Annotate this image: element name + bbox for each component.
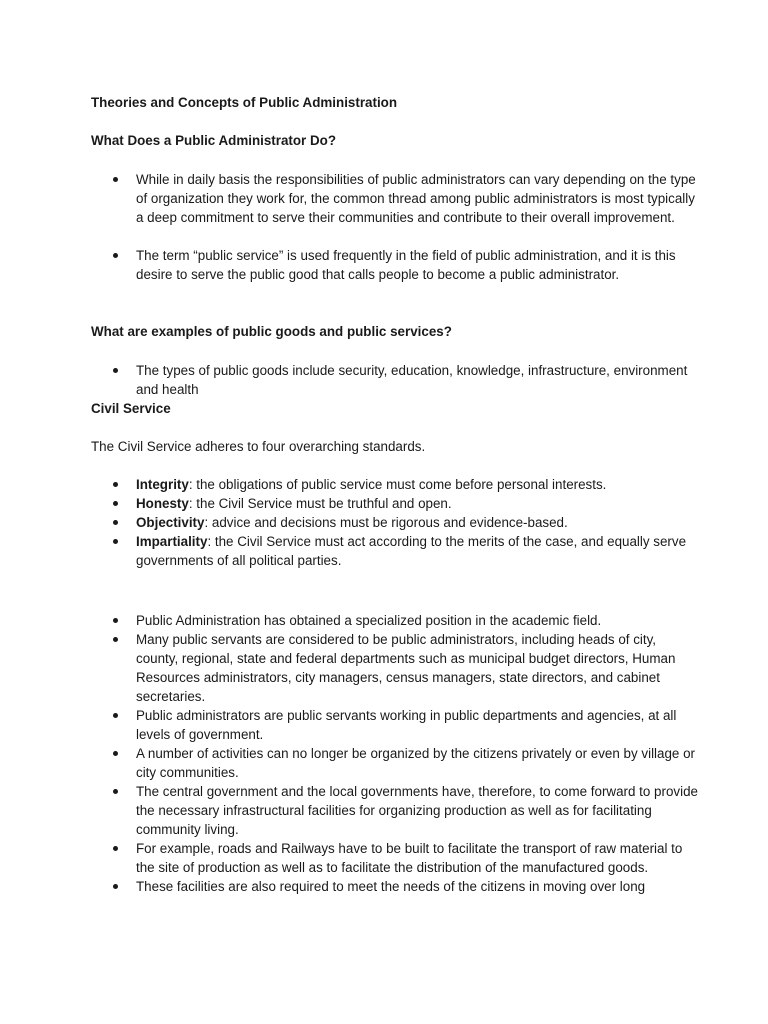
list-item: Public administrators are public servants working in public departments and agencies, at all levels of government. xyxy=(0,706,768,744)
list-item: The central government and the local governments have, therefore, to come forward to provide the necessary infrastructural facilities for organizing production as well as for facilitating community living. xyxy=(0,782,768,839)
bullet-icon xyxy=(113,368,118,373)
list-item: The types of public goods include security, education, knowledge, infrastructure, environment and health xyxy=(0,361,768,399)
bullet-icon xyxy=(113,618,118,623)
bullet-list-civil-service-standards xyxy=(0,475,768,570)
bullet-list-public-administration xyxy=(0,611,768,896)
bullet-icon xyxy=(113,501,118,506)
list-item: Public Administration has obtained a specialized position in the academic field. xyxy=(0,611,768,630)
bullet-list-public-goods xyxy=(0,361,768,399)
list-item: A number of activities can no longer be organized by the citizens privately or even by village or city communities. xyxy=(0,744,768,782)
bullet-icon xyxy=(113,177,118,182)
section-heading-public-goods: What are examples of public goods and public services? xyxy=(91,324,452,339)
list-item: Many public servants are considered to be public administrators, including heads of city, county, regional, state and federal departments such as municipal budget directors, Human Resources administrators, city managers, census managers, state directors, and cabinet secretaries. xyxy=(0,630,768,706)
section-heading-public-administrator: What Does a Public Administrator Do? xyxy=(91,133,337,148)
bullet-icon xyxy=(113,713,118,718)
list-item: Integrity: the obligations of public service must come before personal interests. xyxy=(0,475,768,494)
bullet-icon xyxy=(113,539,118,544)
bullet-icon xyxy=(113,884,118,889)
bullet-list-public-administrator xyxy=(0,170,768,284)
bullet-icon xyxy=(113,789,118,794)
bullet-icon xyxy=(113,751,118,756)
list-item: While in daily basis the responsibilities of public administrators can vary depending on the type of organization they work for, the common thread among public administrators is most typically a deep commitment to serve their communities and contribute to their overall improvement. xyxy=(0,170,768,227)
list-item: The term “public service” is used frequently in the field of public administration, and it is this desire to serve the public good that calls people to become a public administrator. xyxy=(0,246,768,284)
document-title: Theories and Concepts of Public Administration xyxy=(91,95,398,110)
bullet-icon xyxy=(113,482,118,487)
list-item: Objectivity: advice and decisions must be rigorous and evidence-based. xyxy=(0,513,768,532)
bullet-icon xyxy=(113,637,118,642)
bullet-icon xyxy=(113,520,118,525)
bullet-icon xyxy=(113,253,118,258)
bullet-icon xyxy=(113,846,118,851)
list-item: These facilities are also required to meet the needs of the citizens in moving over long xyxy=(0,877,768,896)
list-item: Impartiality: the Civil Service must act according to the merits of the case, and equally serve governments of all political parties. xyxy=(0,532,768,570)
section-heading-civil-service: Civil Service xyxy=(91,401,171,416)
civil-service-intro: The Civil Service adheres to four overarching standards. xyxy=(91,439,426,454)
list-item: Honesty: the Civil Service must be truthful and open. xyxy=(0,494,768,513)
list-item: For example, roads and Railways have to be built to facilitate the transport of raw material to the site of production as well as to facilitate the distribution of the manufactured goods. xyxy=(0,839,768,877)
